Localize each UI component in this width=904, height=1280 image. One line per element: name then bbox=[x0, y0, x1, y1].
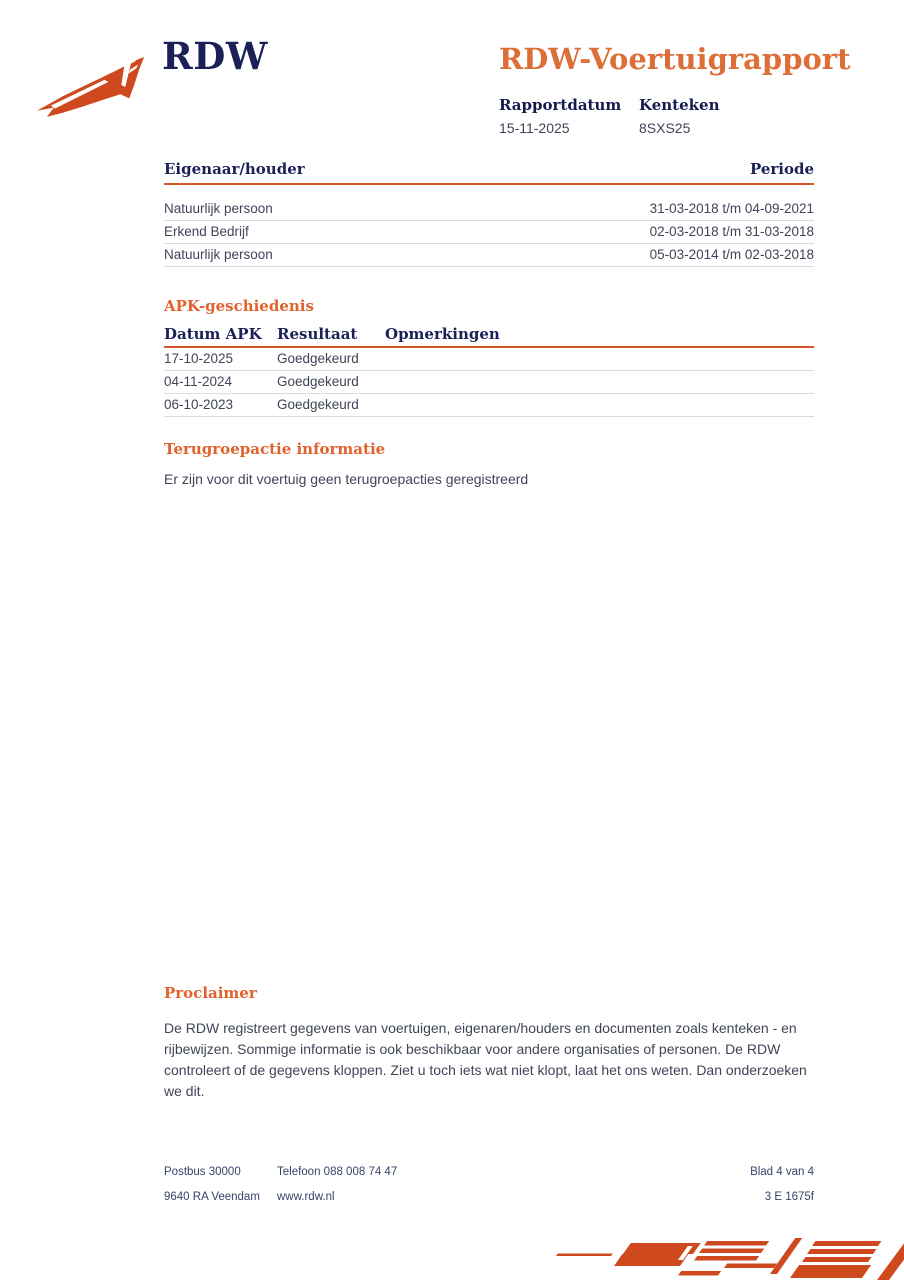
footer-city: 9640 RA Veendam bbox=[164, 1191, 260, 1203]
table-row bbox=[164, 221, 814, 244]
recall-section-body: Er zijn voor dit voertuig geen terugroepacties geregistreerd bbox=[164, 471, 529, 487]
footer-form-code: 3 E 1675f bbox=[764, 1191, 814, 1203]
apk-date-cell: 17-10-2025 bbox=[164, 351, 234, 366]
apk-remarks-cell bbox=[385, 397, 814, 412]
table-row bbox=[164, 371, 814, 394]
rdw-logo-text: RDW bbox=[162, 34, 268, 78]
page-footer bbox=[164, 1166, 814, 1216]
page-title: RDW-Voertuigrapport bbox=[499, 42, 851, 76]
footer-row bbox=[164, 1191, 814, 1203]
license-plate-value: 8SXS25 bbox=[639, 120, 691, 136]
footer-page-indicator: Blad 4 van 4 bbox=[750, 1166, 814, 1178]
proclaimer-title: Proclaimer bbox=[164, 984, 257, 1002]
owner-table-header bbox=[164, 160, 814, 178]
owner-section bbox=[164, 160, 814, 267]
rdw-stripes-icon bbox=[528, 1238, 904, 1280]
license-plate-block bbox=[639, 96, 779, 136]
report-date-block bbox=[499, 96, 639, 136]
period-cell: 05-03-2014 t/m 02-03-2018 bbox=[649, 247, 814, 262]
table-row bbox=[164, 394, 814, 417]
owner-cell: Erkend Bedrijf bbox=[164, 224, 249, 239]
owner-cell: Natuurlijk persoon bbox=[164, 247, 273, 262]
owner-cell: Natuurlijk persoon bbox=[164, 201, 273, 216]
table-row bbox=[164, 348, 814, 371]
apk-date-cell: 04-11-2024 bbox=[164, 374, 233, 389]
apk-table-header bbox=[164, 325, 814, 343]
apk-remarks-column-header: Opmerkingen bbox=[385, 325, 500, 343]
apk-result-cell: Goedgekeurd bbox=[277, 351, 359, 366]
owner-table-rows bbox=[164, 198, 814, 267]
owner-column-header: Eigenaar/houder bbox=[164, 160, 305, 178]
proclaimer-section bbox=[164, 984, 814, 1102]
report-date-value: 15-11-2025 bbox=[499, 120, 570, 136]
proclaimer-body: De RDW registreert gegevens van voertuigen, eigenaren/houders en documenten zoals kenteken - en rijbewijzen. Sommige informatie is ook beschikbaar voor andere organisaties of personen. De RDW controleert of de gegevens kloppen. Ziet u toch iets wat niet klopt, laat het ons weten. Dan onderzoeken we dit. bbox=[164, 1020, 807, 1099]
apk-section-title: APK-geschiedenis bbox=[164, 297, 314, 315]
footer-website: www.rdw.nl bbox=[277, 1191, 335, 1203]
apk-history-section bbox=[164, 297, 814, 417]
report-meta bbox=[499, 96, 779, 136]
period-column-header: Periode bbox=[749, 160, 814, 178]
footer-row bbox=[164, 1166, 814, 1178]
apk-result-column-header: Resultaat bbox=[277, 325, 358, 343]
period-cell: 02-03-2018 t/m 31-03-2018 bbox=[649, 224, 814, 239]
footer-postbus: Postbus 30000 bbox=[164, 1166, 241, 1178]
footer-phone: Telefoon 088 008 74 47 bbox=[277, 1166, 398, 1178]
apk-date-cell: 06-10-2023 bbox=[164, 397, 234, 412]
report-date-label: Rapportdatum bbox=[499, 96, 622, 114]
table-row bbox=[164, 244, 814, 267]
table-row bbox=[164, 198, 814, 221]
apk-result-cell: Goedgekeurd bbox=[277, 374, 359, 389]
recall-section-title: Terugroepactie informatie bbox=[164, 440, 386, 458]
license-plate-label: Kenteken bbox=[639, 96, 720, 114]
rdw-flag-icon bbox=[33, 52, 157, 120]
period-cell: 31-03-2018 t/m 04-09-2021 bbox=[649, 201, 814, 216]
apk-remarks-cell bbox=[385, 351, 814, 366]
apk-date-column-header: Datum APK bbox=[164, 325, 262, 343]
apk-remarks-cell bbox=[385, 374, 814, 389]
recall-section bbox=[164, 440, 814, 487]
apk-table-rows bbox=[164, 348, 814, 417]
owner-header-rule bbox=[164, 183, 814, 185]
apk-result-cell: Goedgekeurd bbox=[277, 397, 359, 412]
